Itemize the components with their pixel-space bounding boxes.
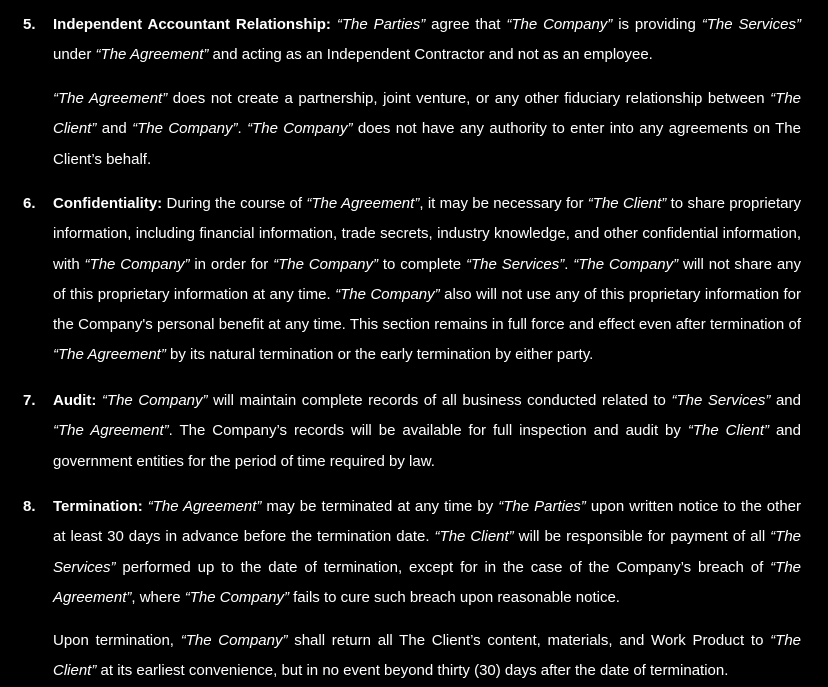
text-run: at its earliest convenience, but in no event beyond thirty (30) days after the date of termination. [96,662,729,680]
section-heading: Independent Accountant Relationship: [53,16,331,33]
text-run: , it may be necessary for [419,195,588,212]
defined-term: “The Agreement” [95,46,209,64]
text-run: will not share any of this proprietary information at any time. [53,255,802,303]
section-paragraph [53,189,801,371]
defined-term: “The Agreement” [147,498,262,515]
defined-term: “The Company” [180,632,288,649]
section-number: 6. [23,195,36,212]
text-run: will be responsible for payment of all [513,528,771,546]
text-run: , where [131,588,185,606]
section-paragraph [53,386,801,477]
text-run: to complete [378,255,466,273]
text-run: performed up to the date of termination, except for in the case of the Company’s breach of [115,558,771,576]
section-paragraph [53,10,801,71]
text-run: During the course of [162,195,307,212]
defined-term: “The Client” [53,632,801,680]
defined-term: “The Services” [53,528,802,576]
defined-term: “The Company” [184,588,289,606]
text-run: will maintain complete records of all business conducted related to [207,392,672,409]
defined-term: “The Client” [53,90,801,138]
defined-term: “The Company” [573,255,679,273]
section-paragraph [53,84,801,175]
defined-term: “The Agreement” [306,195,420,212]
text-run: fails to cure such breach upon reasonable notice. [288,588,620,606]
text-run: . The Company’s records will be available for full inspection and audit by [168,422,688,440]
text-run: by its natural termination or the early termination by either party. [165,346,594,364]
text-run: does not have any authority to enter into any agreements on The Client’s behalf. [53,120,801,168]
text-run: may be terminated at any time by [261,498,499,515]
text-run: and acting as an Independent Contractor and not as an employee. [208,46,653,64]
text-run: also will not use any of this proprietary information for the Company's personal benefit at any time. This section remains in full force and effect even after termination of [53,285,802,334]
defined-term: “The Services” [701,16,801,33]
defined-term: “The Company” [101,392,208,409]
section-heading: Termination: [53,498,143,515]
section-paragraph [53,626,801,687]
defined-term: “The Agreement” [53,346,166,364]
section-number: 8. [23,498,36,515]
text-run: . [237,120,248,138]
text-run: and government entities for the period of time required by law. [53,422,801,470]
defined-term: “The Agreement” [53,422,169,440]
defined-term: “The Company” [132,120,238,138]
text-run: upon written notice to the other at least 30 days in advance before the termination date. [53,498,801,546]
defined-term: “The Company” [335,285,440,303]
text-run: to share proprietary information, including financial information, trade secrets, industry knowledge, and other confidential information, with [53,195,801,273]
text-run: Upon termination, [53,632,181,649]
defined-term: “The Services” [671,392,771,409]
text-run: in order for [189,255,274,273]
defined-term: “The Company” [506,16,613,33]
defined-term: “The Company” [273,255,379,273]
text-run: agree that [425,16,507,33]
section-heading: Audit: [53,392,97,409]
defined-term: “The Agreement” [53,558,801,606]
defined-term: “The Parties” [336,16,426,33]
text-run: under [53,46,96,64]
text-run: is providing [612,16,702,33]
text-run: does not create a partnership, joint venture, or any other fiduciary relationship between [167,90,771,107]
text-run: . [564,255,574,273]
defined-term: “The Parties” [498,498,586,515]
text-run: and [96,120,133,138]
text-run: and [770,392,801,409]
text-run: shall return all The Client’s content, materials, and Work Product to [287,632,771,649]
section-paragraph [53,492,801,613]
defined-term: “The Services” [465,255,565,273]
defined-term: “The Company” [84,255,190,273]
defined-term: “The Company” [247,120,353,138]
section-heading: Confidentiality: [53,195,163,212]
defined-term: “The Agreement” [53,90,168,107]
section-number: 7. [23,392,36,409]
section-number: 5. [23,16,36,33]
defined-term: “The Client” [587,195,667,212]
defined-term: “The Client” [434,528,514,546]
defined-term: “The Client” [687,422,769,440]
